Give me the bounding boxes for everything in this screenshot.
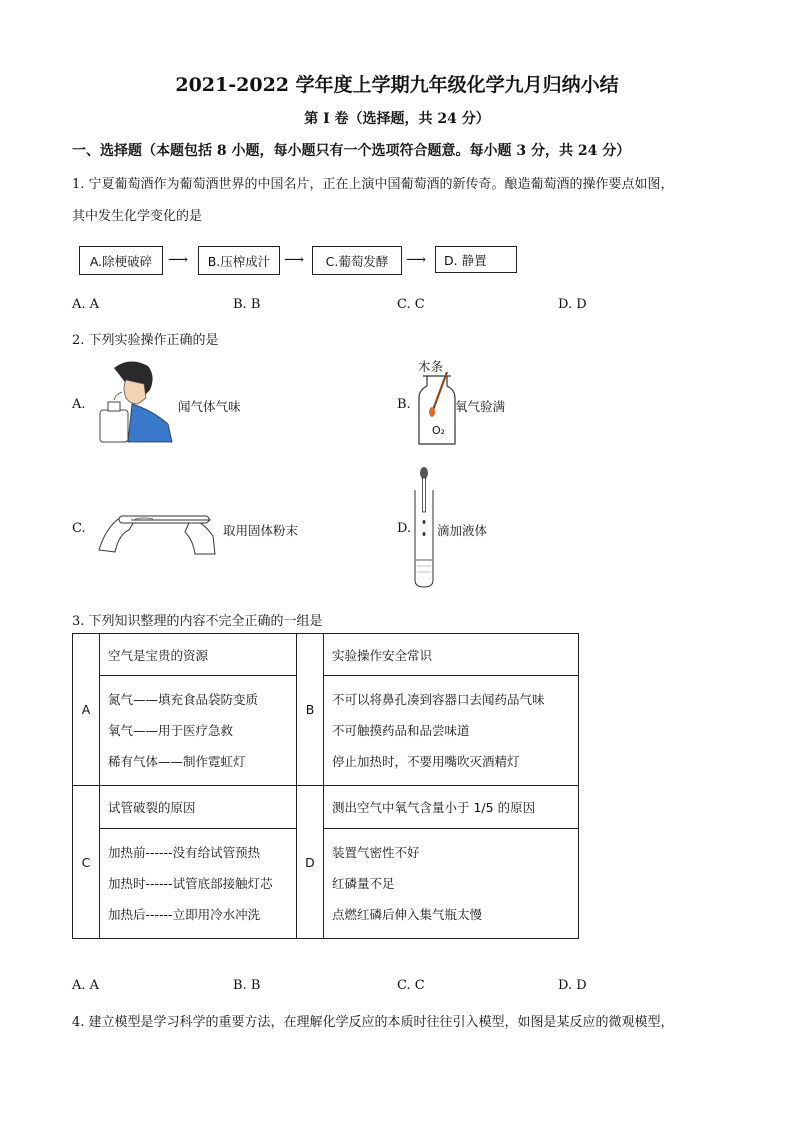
q1-option-b[interactable]: B. B — [233, 297, 261, 312]
flow-step-d: D. 静置 — [435, 246, 517, 273]
q2-option-a-label: 闻气体气味 — [178, 399, 241, 414]
flow-step-b: B.压榨成汁 — [198, 246, 280, 275]
table-line: 红磷量不足 — [332, 876, 395, 891]
smelling-gas-illustration — [92, 358, 174, 446]
table-header-c: 试管破裂的原因 — [100, 786, 297, 829]
table-line: 加热后------立即用冷水冲洗 — [108, 907, 261, 922]
q3-option-d[interactable]: D. D — [558, 978, 587, 993]
arrow-icon: ⟶ — [168, 252, 189, 268]
arrow-icon: ⟶ — [284, 252, 305, 268]
table-line: 点燃红磷后伸入集气瓶太慢 — [332, 907, 483, 922]
q3-stem: 3. 下列知识整理的内容不完全正确的一组是 — [72, 614, 323, 629]
table-cell-letter-b: B — [297, 634, 324, 786]
table-line: 装置气密性不好 — [332, 845, 420, 860]
q2-option-c-label: 取用固体粉末 — [223, 523, 299, 538]
page-title: 2021-2022 学年度上学期九年级化学九月归纳小结 — [175, 74, 619, 96]
table-line: 氮气——填充食品袋防变质 — [108, 692, 259, 707]
arrow-icon: ⟶ — [406, 252, 427, 268]
q2-option-d-letter[interactable]: D. — [397, 521, 412, 536]
q2-option-a-letter[interactable]: A. — [72, 397, 86, 412]
o2-label: O₂ — [432, 424, 446, 437]
table-line: 停止加热时，不要用嘴吹灭酒精灯 — [332, 754, 520, 769]
powder-sampling-illustration — [95, 500, 220, 558]
table-line: 不可触摸药品和品尝味道 — [332, 723, 470, 738]
q1-option-c[interactable]: C. C — [397, 297, 425, 312]
section-heading: 一、选择题（本题包括 8 小题，每小题只有一个选项符合题意。每小题 3 分，共 24 分） — [72, 143, 631, 159]
q1-option-d[interactable]: D. D — [558, 297, 587, 312]
table-header-a: 空气是宝贵的资源 — [100, 634, 297, 676]
q1-stem-line1: 1. 宁夏葡萄酒作为葡萄酒世界的中国名片，正在上演中国葡萄酒的新传奇。酿造葡萄酒的操作要点如图， — [72, 177, 674, 192]
table-line: 不可以将鼻孔凑到容器口去闻药品气味 — [332, 692, 545, 707]
table-line: 加热时------试管底部接触灯芯 — [108, 876, 273, 891]
table-line: 稀有气体——制作霓虹灯 — [108, 754, 246, 769]
q2-option-d-label: 滴加液体 — [437, 523, 488, 538]
q2-option-b-label: 氧气验满 — [455, 399, 506, 414]
q2-stem: 2. 下列实验操作正确的是 — [72, 333, 219, 348]
table-header-d: 测出空气中氧气含量小于 1/5 的原因 — [324, 786, 579, 829]
q1-option-a[interactable]: A. A — [72, 297, 100, 312]
flow-step-c: C.葡萄发酵 — [312, 246, 402, 275]
q2-option-b-letter[interactable]: B. — [397, 397, 411, 412]
page-subtitle: 第 I 卷（选择题，共 24 分） — [304, 111, 490, 127]
q3-option-c[interactable]: C. C — [397, 978, 425, 993]
flow-step-a: A.除梗破碎 — [79, 246, 163, 275]
q4-stem: 4. 建立模型是学习科学的重要方法，在理解化学反应的本质时往往引入模型，如图是某反应的微观模型， — [72, 1015, 674, 1030]
q1-stem-line2: 其中发生化学变化的是 — [72, 209, 203, 224]
table-line: 加热前------没有给试管预热 — [108, 845, 261, 860]
knowledge-table — [72, 633, 579, 939]
q2-option-c-letter[interactable]: C. — [72, 521, 86, 536]
table-cell-letter-d: D — [297, 786, 324, 939]
q3-option-b[interactable]: B. B — [233, 978, 261, 993]
table-cell-letter-a: A — [73, 634, 100, 786]
dropper-tube-illustration — [412, 466, 436, 590]
table-header-b: 实验操作安全常识 — [324, 634, 579, 676]
table-cell-letter-c: C — [73, 786, 100, 939]
table-line: 氧气——用于医疗急救 — [108, 723, 234, 738]
q3-option-a[interactable]: A. A — [72, 978, 100, 993]
wood-stick-label: 木条 — [418, 359, 444, 374]
